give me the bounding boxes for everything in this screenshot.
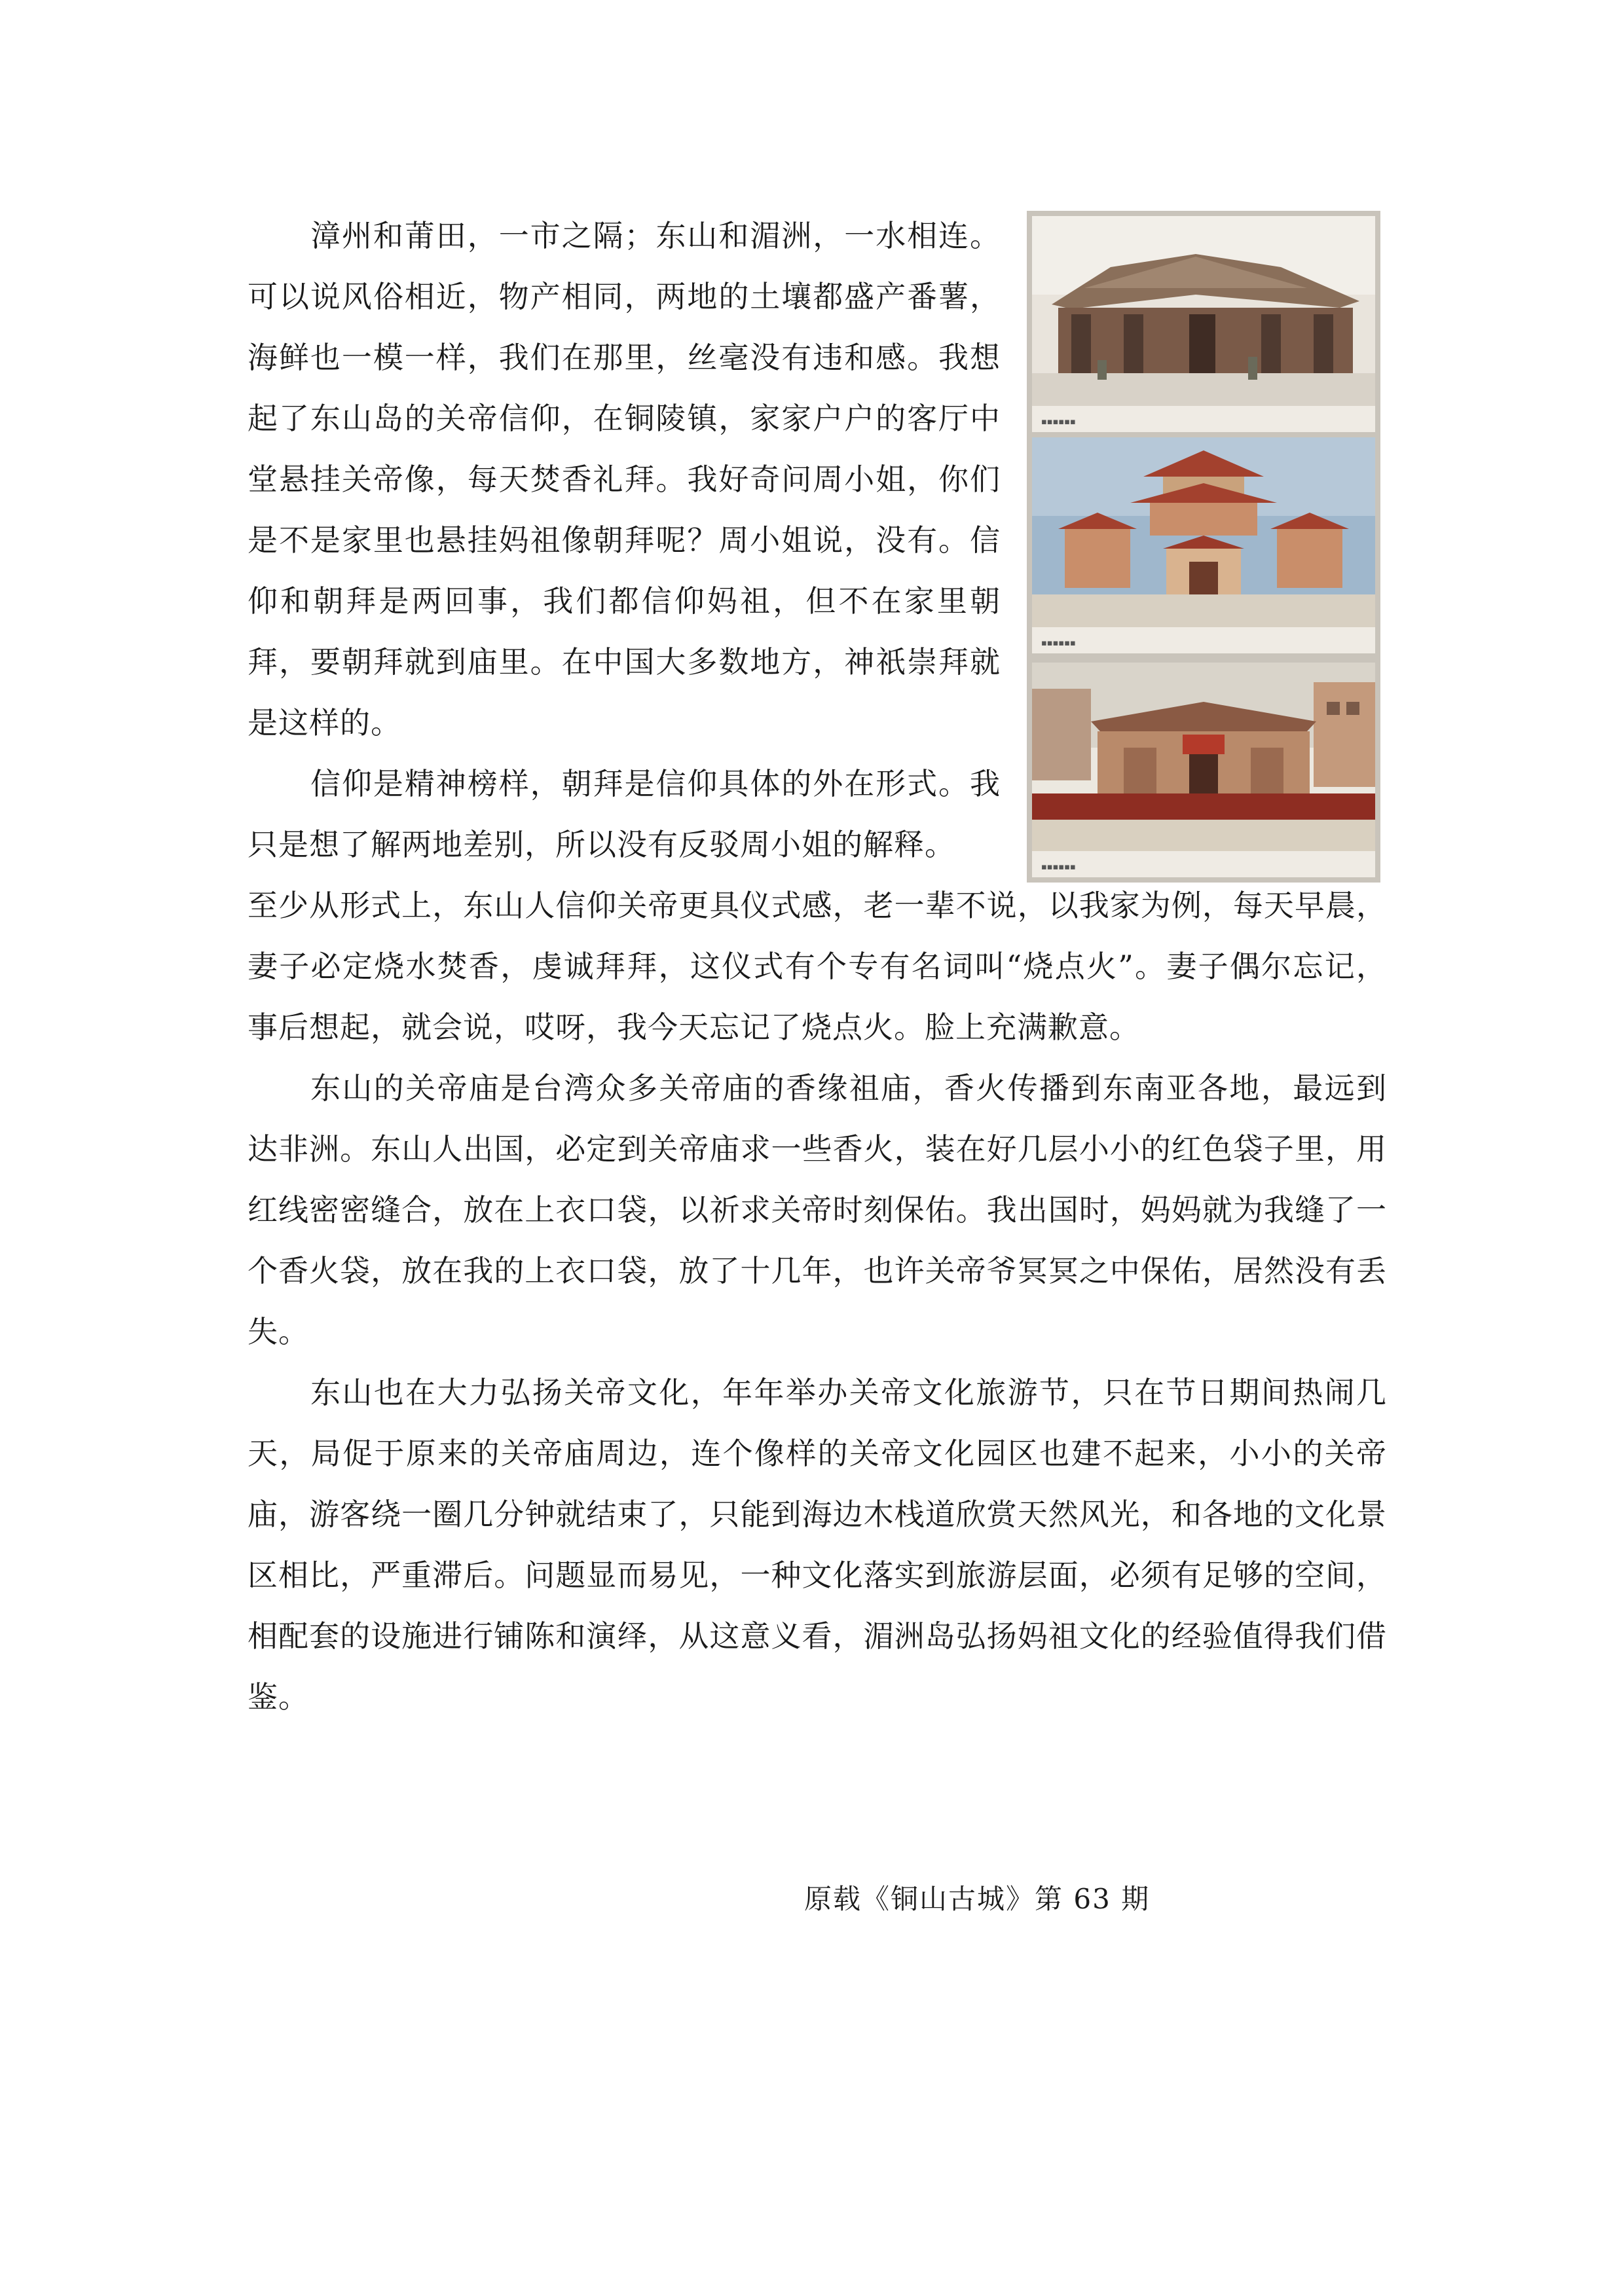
photo-caption: ▪▪▪▪▪▪: [1041, 417, 1076, 427]
paragraph-4: 东山也在大力弘扬关帝文化，年年举办关帝文化旅游节，只在节日期间热闹几天，局促于原来的关帝庙周边，连个像样的关帝文化园区也建不起来，小小的关帝庙，游客绕一圈几分钟就结束了，只能到海边木栈道欣赏天然风光，和各地的文化景区相比，严重滞后。问题显而易见，一种文化落实到旅游层面，必须有足够的空间，相配套的设施进行铺陈和演绎，从这意义看，湄洲岛弘扬妈祖文化的经验值得我们借鉴。: [248, 1375, 1387, 1715]
paragraph-1: 漳州和莆田，一市之隔；东山和湄洲，一水相连。可以说风俗相近，物产相同，两地的土壤都盛产番薯，海鲜也一模一样，我们在那里，丝毫没有违和感。我想起了东山岛的关帝信仰，在铜陵镇，家家户户的客厅中堂悬挂关帝像，每天焚香礼拜。我好奇问周小姐，你们是不是家里也悬挂妈祖像朝拜呢？周小姐说，没有。信仰和朝拜是两回事，我们都信仰妈祖，但不在家里朝拜，要朝拜就到庙里。在中国大多数地方，神祇崇拜就是这样的。: [248, 218, 1001, 740]
full-width-text-block: [248, 875, 1387, 1728]
photo-collage: [1027, 211, 1380, 883]
guandi-temple-photo: [1032, 663, 1375, 877]
photo-caption: ▪▪▪▪▪▪: [1041, 638, 1076, 648]
paragraph-2-continued: 至少从形式上，东山人信仰关帝更具仪式感，老一辈不说，以我家为例，每天早晨，妻子必定烧水焚香，虔诚拜拜，这仪式有个专有名词叫“烧点火”。妻子偶尔忘记，事后想起，就会说，哎呀，我今天忘记了烧点火。脸上充满歉意。: [248, 888, 1387, 1045]
paragraph-3: 东山的关帝庙是台湾众多关帝庙的香缘祖庙，香火传播到东南亚各地，最远到达非洲。东山人出国，必定到关帝庙求一些香火，装在好几层小小的红色袋子里，用红线密密缝合，放在上衣口袋，以祈求关帝时刻保佑。我出国时，妈妈就为我缝了一个香火袋，放在我的上衣口袋，放了十几年，也许关帝爷冥冥之中保佑，居然没有丢失。: [248, 1070, 1387, 1349]
temple-gate-photo: [1032, 437, 1375, 653]
paragraph-2-start: 信仰是精神榜样，朝拜是信仰具体的外在形式。我只是想了解两地差别，所以没有反驳周小姐的解释。: [248, 766, 1001, 862]
temple-courtyard-photo: [1032, 216, 1375, 432]
wrapped-text-block: [248, 206, 1001, 875]
photo-caption: ▪▪▪▪▪▪: [1041, 862, 1076, 872]
source-attribution: 原载《铜山古城》第 63 期: [804, 1883, 1151, 1915]
